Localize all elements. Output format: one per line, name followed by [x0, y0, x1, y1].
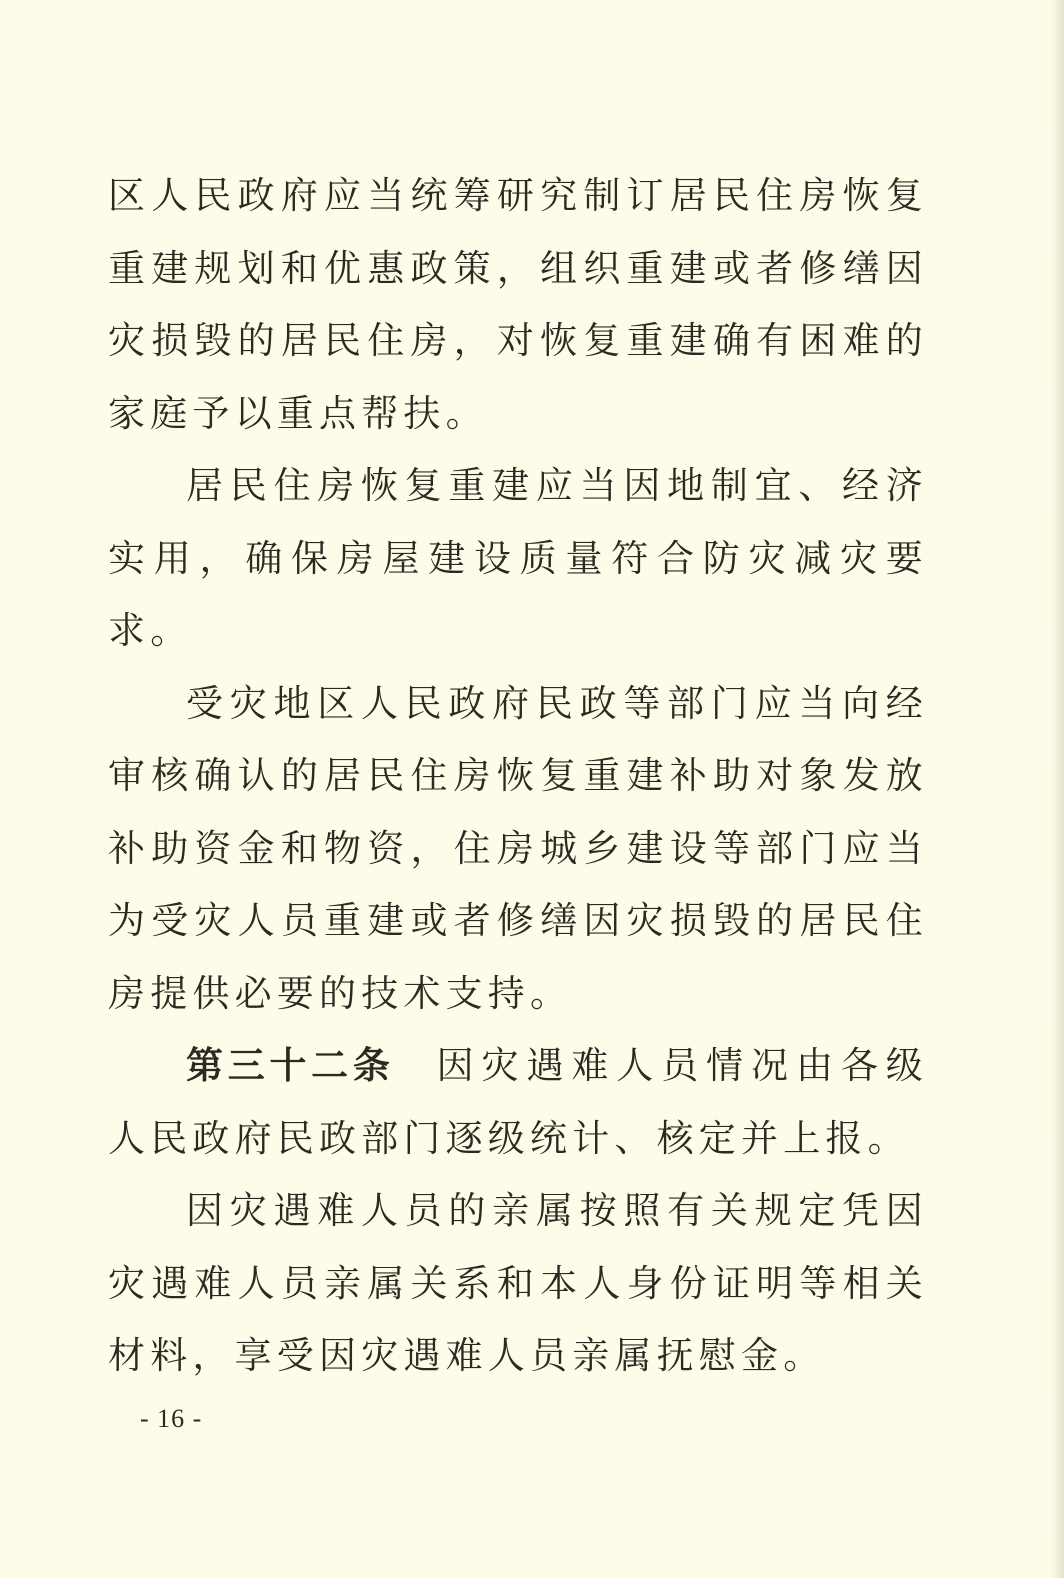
paragraph-text: 区人民政府应当统筹研究制订居民住房恢复重建规划和优惠政策，组织重建或者修缮因灾损毁的居民住房，对恢复重建确有困难的家庭予以重点帮扶。 — [108, 174, 928, 435]
paragraph — [108, 668, 928, 1031]
page-edge-shadow — [1050, 0, 1064, 1578]
article-paragraph — [108, 1030, 928, 1175]
paragraph-text: 居民住房恢复重建应当因地制宜、经济实用，确保房屋建设质量符合防灾减灾要求。 — [108, 464, 928, 652]
paragraph — [108, 450, 928, 668]
body-text — [108, 160, 928, 1393]
paragraph-text: 因灾遇难人员的亲属按照有关规定凭因灾遇难人员亲属关系和本人身份证明等相关材料，享受因灾遇难人员亲属抚慰金。 — [108, 1189, 928, 1377]
paragraph — [108, 1175, 928, 1393]
paragraph-text: 因灾遇难人员情况由各级人民政府民政部门逐级统计、核定并上报。 — [108, 1044, 929, 1160]
paragraph-continuation — [108, 160, 928, 450]
page-number: - 16 - — [140, 1404, 203, 1433]
paragraph-text: 受灾地区人民政府民政等部门应当向经审核确认的居民住房恢复重建补助对象发放补助资金和物资，住房城乡建设等部门应当为受灾人员重建或者修缮因灾损毁的居民住房提供必要的技术支持。 — [108, 681, 928, 1015]
article-heading: 第三十二条 — [186, 1044, 395, 1087]
